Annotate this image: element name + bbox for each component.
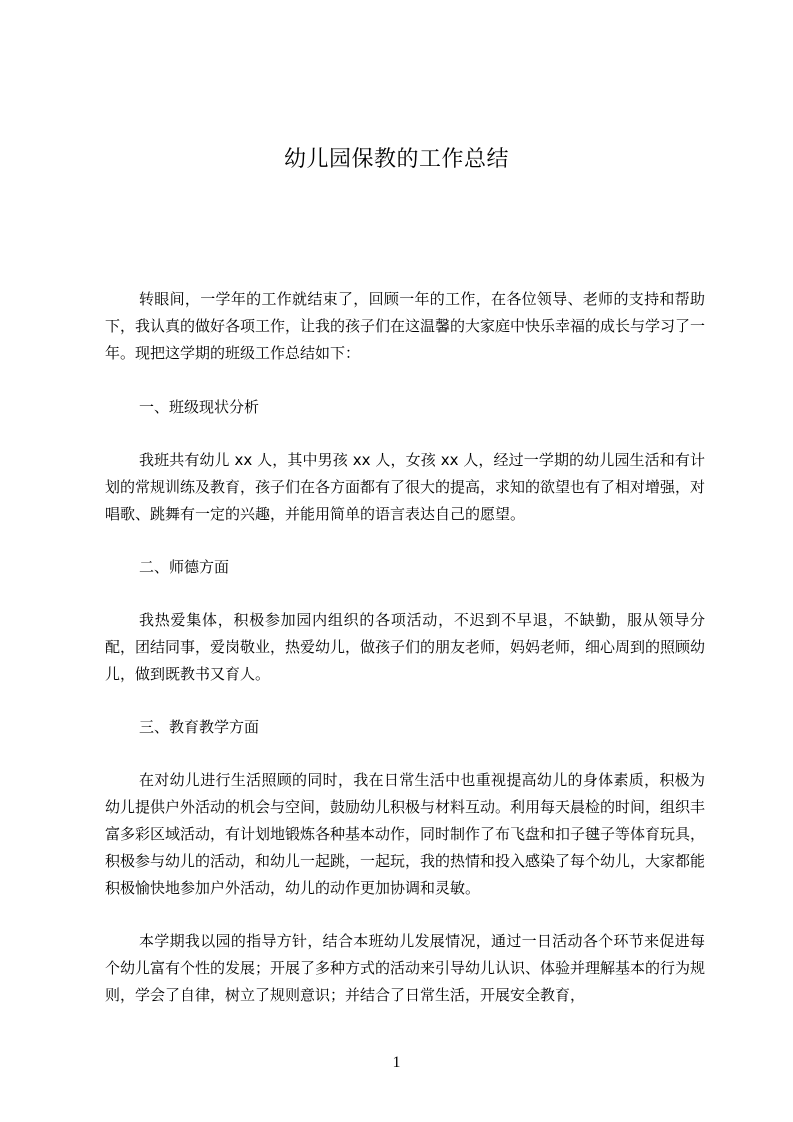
- teacher-ethics-paragraph: 我热爱集体，积极参加园内组织的各项活动，不迟到不早退，不缺勤，服从领导分配，团结同事，爱岗敬业，热爱幼儿，做孩子们的朋友老师，妈妈老师，细心周到的照顾幼儿，做到既教书又育人。: [105, 611, 706, 683]
- page-number: 1: [392, 1054, 401, 1071]
- teaching-paragraph-2: 本学期我以园的指导方针，结合本班幼儿发展情况，通过一日活动各个环节来促进每个幼儿富有个性的发展；开展了多种方式的活动来引导幼儿认识、体验并理解基本的行为规则，学会了自律，树立了规则意识；并结合了日常生活，开展安全教育，: [105, 932, 706, 1004]
- section-heading-teaching: 三、教育教学方面: [139, 718, 260, 736]
- section-heading-teacher-ethics: 二、师德方面: [139, 558, 230, 576]
- teaching-paragraph-1: 在对幼儿进行生活照顾的同时，我在日常生活中也重视提高幼儿的身体素质，积极为幼儿提供户外活动的机会与空间，鼓励幼儿积极与材料互动。利用每天晨检的时间，组织丰富多彩区域活动，有计划地锻炼各种基本动作，同时制作了布飞盘和扣子毽子等体育玩具，积极参与幼儿的活动，和幼儿一起跳，一起玩，我的热情和投入感染了每个幼儿，大家都能积极愉快地参加户外活动，幼儿的动作更加协调和灵敏。: [105, 771, 706, 897]
- intro-paragraph: 转眼间，一学年的工作就结束了，回顾一年的工作，在各位领导、老师的支持和帮助下，我认真的做好各项工作，让我的孩子们在这温馨的大家庭中快乐幸福的成长与学习了一年。现把这学期的班级工作总结如下：: [105, 290, 706, 362]
- class-status-paragraph: 我班共有幼儿 xx 人，其中男孩 xx 人，女孩 xx 人，经过一学期的幼儿园生活和有计划的常规训练及教育，孩子们在各方面都有了很大的提高，求知的欲望也有了相对增强，对唱歌、跳舞有一定的兴趣，并能用简单的语言表达自己的愿望。: [105, 451, 706, 523]
- section-heading-class-status: 一、班级现状分析: [139, 398, 260, 416]
- document-title: 幼儿园保教的工作总结: [283, 147, 509, 172]
